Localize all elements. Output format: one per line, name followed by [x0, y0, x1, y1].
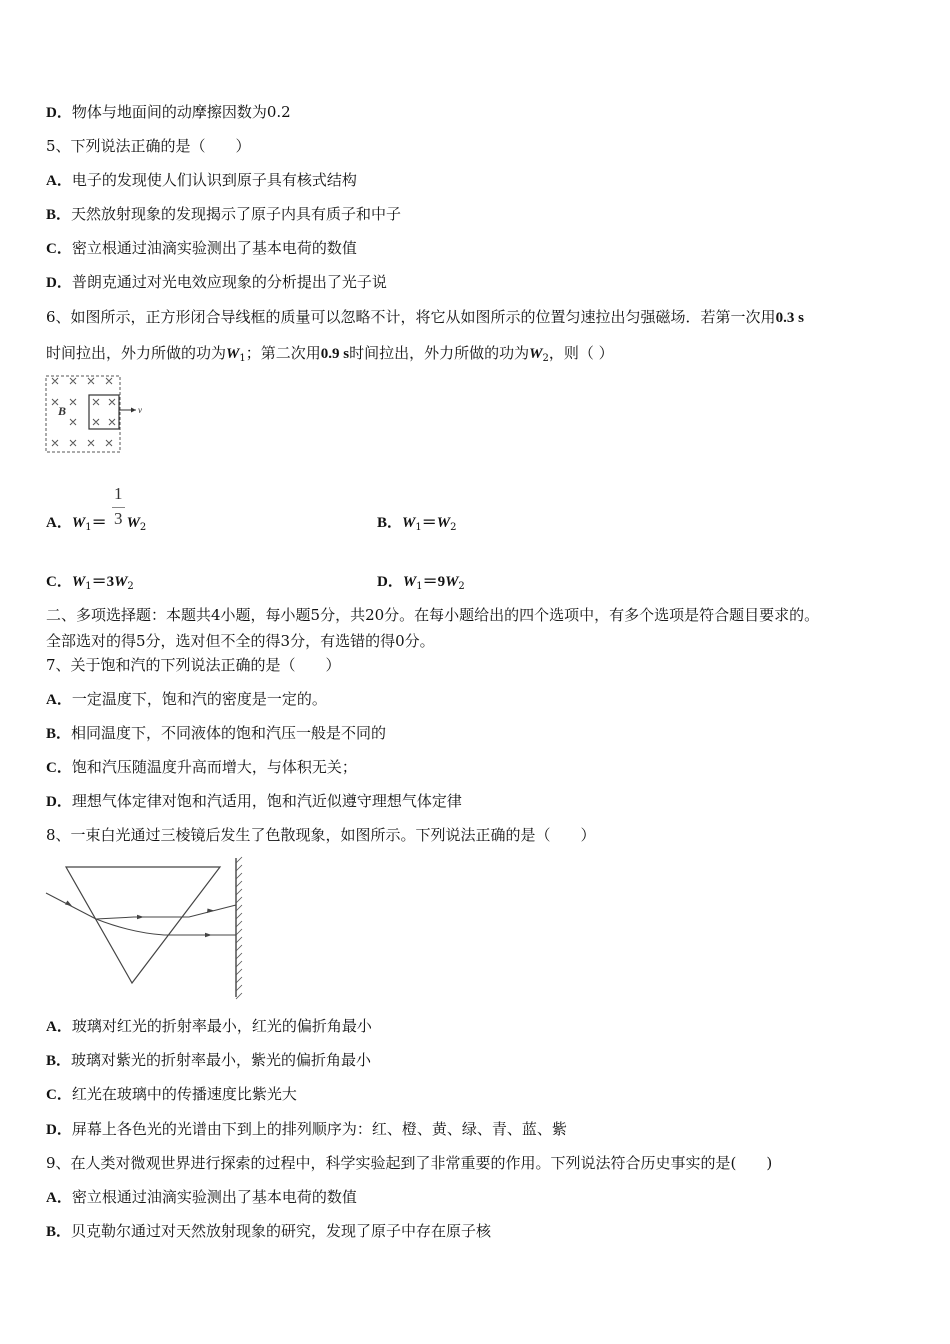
violet-ray	[96, 919, 236, 935]
equals: ＝3	[91, 574, 115, 590]
w-symbol: W	[402, 515, 416, 531]
option-label: C．	[46, 1087, 72, 1103]
option-text: 贝克勒尔通过对天然放射现象的研究，发现了原子中存在原子核	[71, 1222, 492, 1240]
option-label: D．	[46, 275, 72, 291]
option-label: A．	[46, 692, 72, 708]
option-label: C．	[46, 574, 72, 590]
prism	[66, 867, 220, 983]
q5-option-c	[46, 238, 357, 259]
q7-stem: 7、关于饱和汽的下列说法正确的是（ ）	[46, 656, 341, 674]
option-text: 相同温度下，不同液体的饱和汽压一般是不同的	[71, 724, 387, 742]
q6-stem-line1	[46, 307, 804, 328]
q6-time2: 0.9 s	[320, 346, 350, 362]
option-label: B．	[46, 207, 72, 223]
option-label: D．	[377, 574, 403, 590]
w-symbol: W	[126, 515, 140, 531]
q6-option-d	[377, 571, 465, 597]
q6-option-b	[377, 512, 456, 538]
w-sub: 1	[415, 522, 422, 533]
option-text: 密立根通过油滴实验测出了基本电荷的数值	[71, 1188, 357, 1206]
option-text: 饱和汽压随温度升高而增大，与体积无关；	[71, 758, 357, 776]
q8-stem: 8、一束白光通过三棱镜后发生了色散现象，如图所示。下列说法正确的是（ ）	[46, 826, 596, 844]
q6-stem-text: 6、如图所示，正方形闭合导线框的质量可以忽略不计，将它从如图所示的位置匀速拉出匀强磁场．若第一次用	[46, 308, 776, 326]
option-text: 物体与地面间的动摩擦因数为0.2	[71, 103, 291, 121]
q6-w2: W	[529, 346, 543, 362]
q8-prism-figure	[44, 855, 254, 1000]
red-ray	[96, 905, 236, 919]
q6-stem-line2	[46, 343, 614, 369]
option-label: D．	[46, 1122, 72, 1138]
q7-option-c	[46, 757, 357, 778]
w-symbol: W	[436, 515, 451, 531]
option-label: C．	[46, 241, 72, 257]
option-label: B．	[46, 1053, 72, 1069]
q9-option-b	[46, 1221, 491, 1242]
q5-option-b	[46, 204, 401, 225]
q7-option-b	[46, 723, 386, 744]
q6-stem-text: ；第二次用	[245, 344, 321, 362]
option-label: C．	[46, 760, 72, 776]
q6-a-frac-bar	[112, 507, 125, 508]
option-text: 一定温度下，饱和汽的密度是一定的。	[71, 690, 327, 708]
option-text: 密立根通过油滴实验测出了基本电荷的数值	[71, 239, 357, 257]
option-label: B．	[46, 1224, 72, 1240]
q6-stem-text: ，则（ ）	[548, 344, 614, 362]
q5-stem: 5、下列说法正确的是（ ）	[46, 137, 251, 155]
w-symbol: W	[114, 574, 128, 590]
w-symbol: W	[445, 574, 459, 590]
equals: ＝	[421, 515, 437, 531]
w-sub: 2	[458, 581, 465, 592]
w-symbol: W	[71, 574, 86, 590]
option-label: D．	[46, 794, 72, 810]
q6-w1-sub: 1	[239, 353, 246, 364]
q6-a-frac-den: 3	[114, 509, 123, 528]
option-label: A．	[46, 515, 72, 531]
q9-stem: 9、在人类对微观世界进行探索的过程中，科学实验起到了非常重要的作用。下列说法符合历史事实的是( )	[46, 1154, 773, 1172]
q6-w1: W	[226, 346, 240, 362]
option-text: 玻璃对紫光的折射率最小，紫光的偏折角最小	[71, 1051, 372, 1069]
q6-time1: 0.3 s	[775, 310, 804, 326]
w-sub: 2	[127, 581, 134, 592]
q6-option-a	[46, 512, 146, 538]
q5-option-d	[46, 272, 387, 293]
q7-option-d	[46, 791, 462, 812]
option-text: 屏幕上各色光的光谱由下到上的排列顺序为：红、橙、黄、绿、青、蓝、紫	[71, 1120, 567, 1138]
equals: ＝9	[422, 574, 446, 590]
w-sub: 1	[85, 581, 92, 592]
w-symbol: W	[402, 574, 417, 590]
option-text: 理想气体定律对饱和汽适用，饱和汽近似遵守理想气体定律	[71, 792, 462, 810]
q6-stem-text: 时间拉出，外力所做的功为	[46, 344, 227, 362]
option-text: 电子的发现使人们认识到原子具有核式结构	[71, 171, 357, 189]
option-label: A．	[46, 1019, 72, 1035]
field-label-b: B	[58, 404, 67, 418]
q6-stem-text: 时间拉出，外力所做的功为	[349, 344, 530, 362]
q4-option-d	[46, 102, 291, 123]
w-sub: 2	[450, 522, 457, 533]
q8-option-a	[46, 1016, 372, 1037]
w-sub: 2	[139, 522, 147, 533]
section2-line1: 二、多项选择题：本题共4小题，每小题5分，共20分。在每小题给出的四个选项中，有多个选项是符合题目要求的。	[46, 606, 820, 624]
q6-option-c	[46, 571, 134, 597]
option-label: B．	[377, 515, 403, 531]
velocity-label: v	[138, 405, 142, 415]
equals: ＝	[91, 515, 107, 531]
q9-option-a	[46, 1187, 357, 1208]
q7-option-a	[46, 689, 327, 710]
option-label: A．	[46, 173, 72, 189]
screen-hatching	[236, 857, 242, 999]
option-text: 普朗克通过对光电效应现象的分析提出了光子说	[71, 273, 387, 291]
q8-option-b	[46, 1050, 371, 1071]
w-symbol: W	[71, 515, 86, 531]
option-text: 红光在玻璃中的传播速度比紫光大	[71, 1085, 297, 1103]
q6-w2-sub: 2	[542, 353, 549, 364]
q5-option-a	[46, 170, 357, 191]
q8-option-d	[46, 1119, 567, 1140]
q6-a-frac-num: 1	[114, 484, 123, 503]
w-sub: 1	[85, 522, 92, 533]
option-text: 天然放射现象的发现揭示了原子内具有质子和中子	[71, 205, 402, 223]
option-label: D．	[46, 105, 72, 121]
q8-option-c	[46, 1084, 297, 1105]
section2-line2: 全部选对的得5分，选对但不全的得3分，有选错的得0分。	[46, 632, 435, 650]
option-label: B．	[46, 726, 72, 742]
option-text: 玻璃对红光的折射率最小，红光的偏折角最小	[71, 1017, 372, 1035]
q6-magnetic-field-figure	[44, 373, 148, 457]
option-label: A．	[46, 1190, 72, 1206]
w-sub: 1	[416, 581, 423, 592]
